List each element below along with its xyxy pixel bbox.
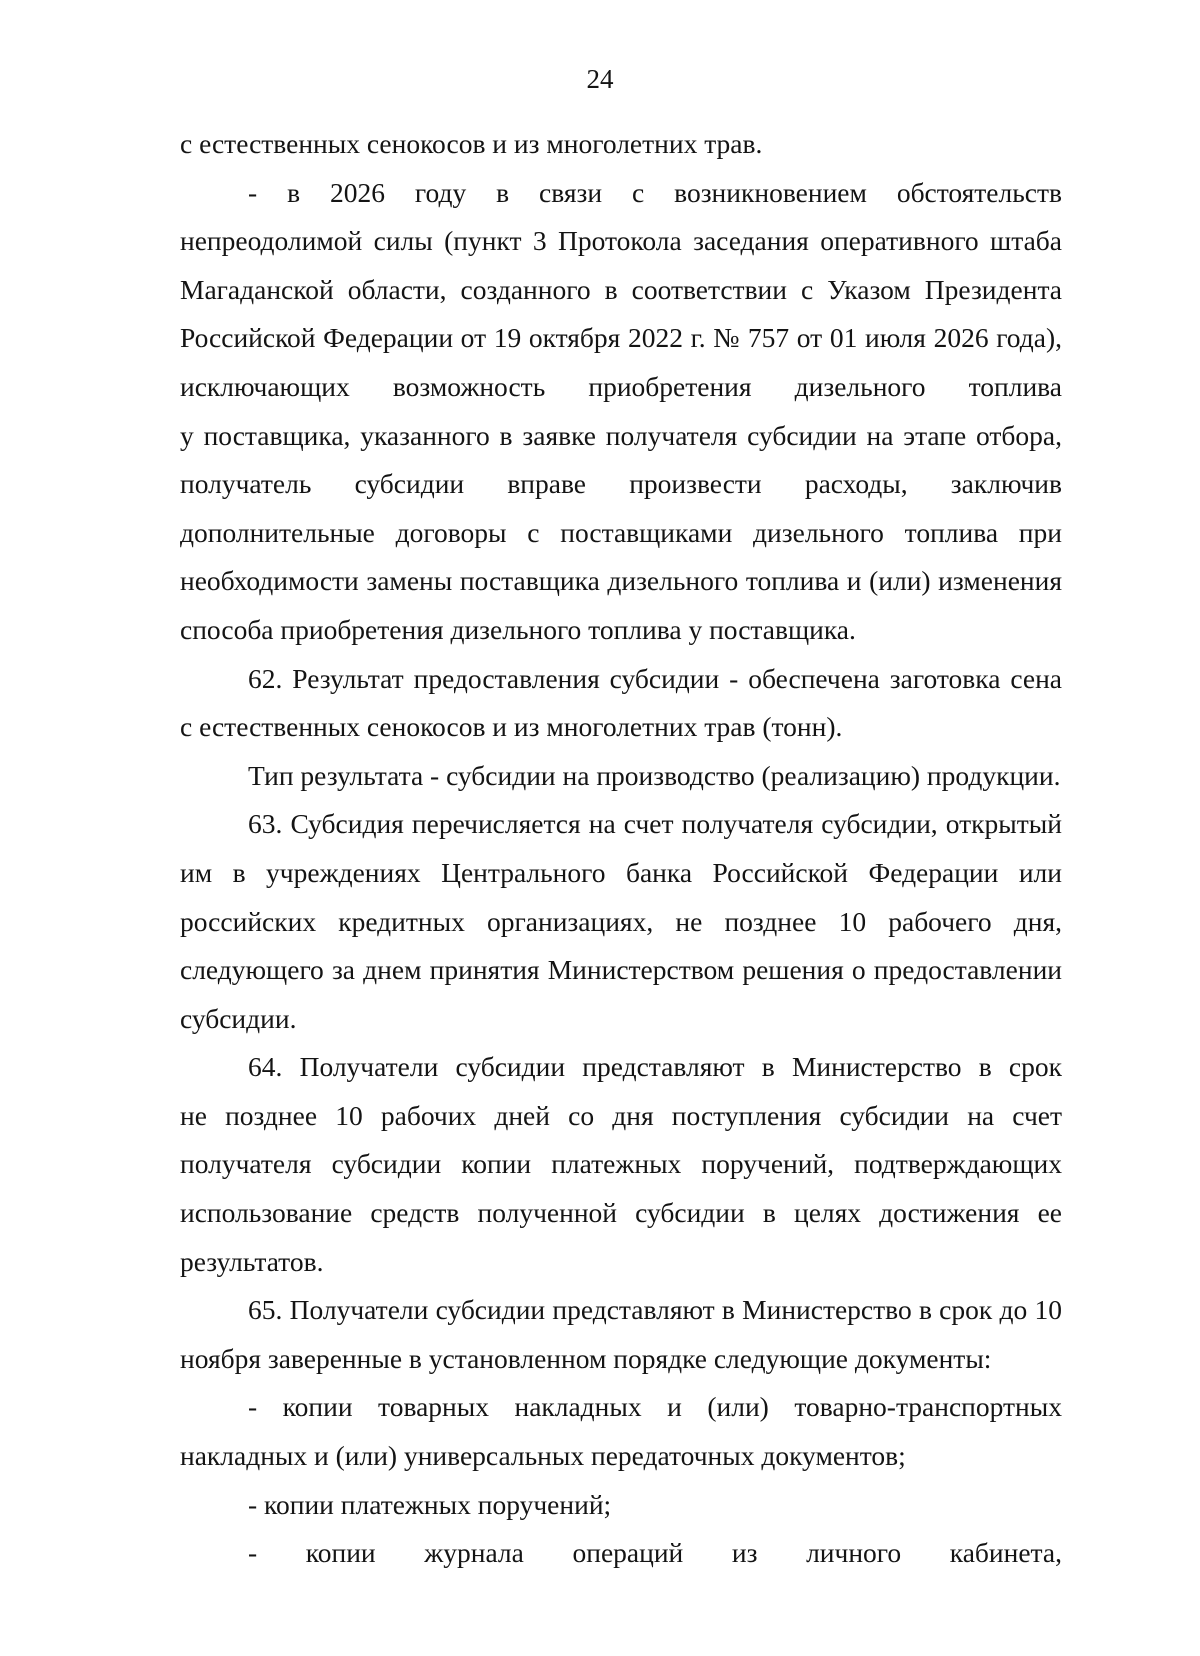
text-line: следующего за днем принятия Министерством решения о предоставлении (180, 954, 1062, 986)
text-line: с естественных сенокосов и из многолетних трав. (180, 128, 763, 159)
text-line: получателя субсидии копии платежных поручений, подтверждающих (180, 1148, 1062, 1180)
text-line: ноября заверенные в установленном порядке следующие документы: (180, 1342, 992, 1374)
text-line: 62. Результат предоставления субсидии - обеспечена заготовка сена (248, 662, 1062, 694)
text-line: непреодолимой силы (пункт 3 Протокола заседания оперативного штаба (180, 225, 1062, 257)
text-line: использование средств полученной субсидии в целях достижения ее (180, 1197, 1062, 1229)
text-line: у поставщика, указанного в заявке получателя субсидии на этапе отбора, (180, 419, 1062, 451)
text-line: дополнительные договоры с поставщиками дизельного топлива при (180, 516, 1062, 548)
text-line: - копии платежных поручений; (248, 1488, 612, 1520)
text-line: 63. Субсидия перечисляется на счет получателя субсидии, открытый (248, 808, 1062, 840)
text-line: с естественных сенокосов и из многолетних трав (тонн). (180, 711, 843, 743)
text-line: необходимости замены поставщика дизельного топлива и (или) изменения (180, 565, 1062, 597)
text-line: российских кредитных организациях, не позднее 10 рабочего дня, (180, 905, 1062, 937)
text-line: не позднее 10 рабочих дней со дня поступления субсидии на счет (180, 1099, 1062, 1131)
text-line: - в 2026 году в связи с возникновением обстоятельств (248, 176, 1062, 208)
text-line: - копии журнала операций из личного кабинета, (248, 1537, 1062, 1569)
text-line: им в учреждениях Центрального банка Российской Федерации или (180, 856, 1062, 888)
text-line: накладных и (или) универсальных передаточных документов; (180, 1440, 906, 1472)
text-line: Магаданской области, созданного в соответствии с Указом Президента (180, 273, 1062, 305)
document-body (180, 120, 1062, 1578)
page-number: 24 (586, 64, 614, 94)
text-line: способа приобретения дизельного топлива у поставщика. (180, 613, 856, 645)
text-line: результатов. (180, 1245, 324, 1277)
text-line: Российской Федерации от 19 октября 2022 г. № 757 от 01 июля 2026 года), (180, 322, 1062, 354)
text-line: 64. Получатели субсидии представляют в Министерство в срок (248, 1051, 1062, 1083)
text-line: исключающих возможность приобретения дизельного топлива (180, 370, 1062, 402)
text-line: 65. Получатели субсидии представляют в Министерство в срок до 10 (248, 1294, 1062, 1326)
text-line: субсидии. (180, 1002, 297, 1034)
text-line: - копии товарных накладных и (или) товарно-транспортных (248, 1391, 1062, 1423)
text-line: Тип результата - субсидии на производство (реализацию) продукции. (248, 759, 1061, 791)
text-line: получатель субсидии вправе произвести расходы, заключив (180, 468, 1062, 500)
